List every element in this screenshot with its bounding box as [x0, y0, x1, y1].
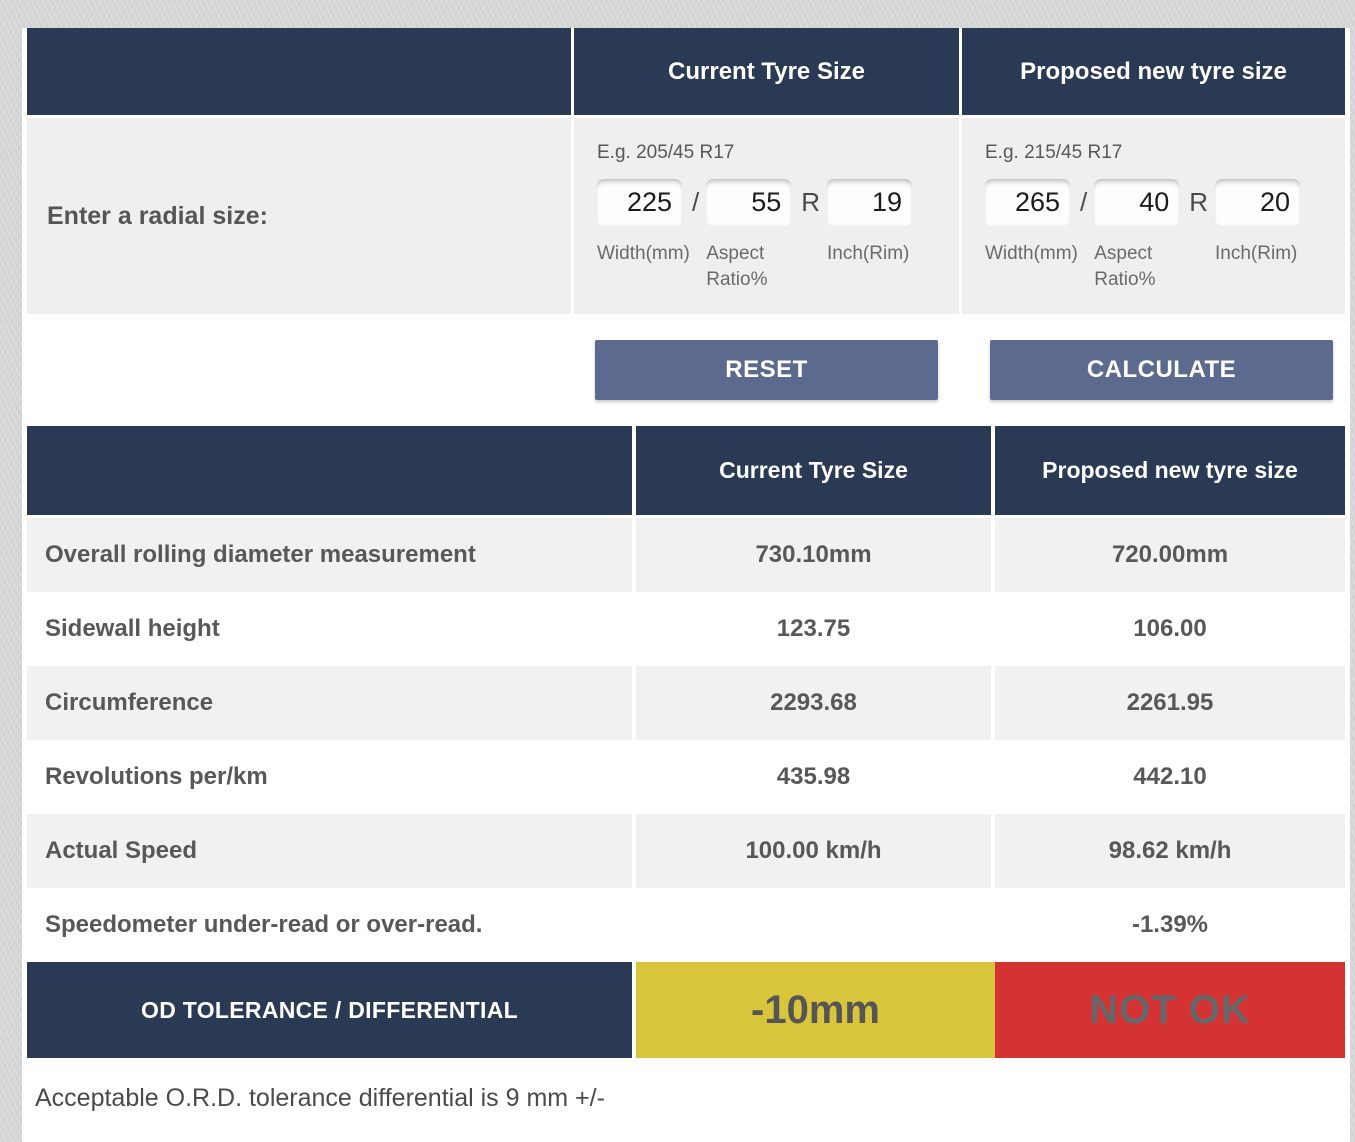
current-tyre-input-cell	[574, 118, 959, 314]
current-aspect-label: Aspect Ratio%	[706, 243, 768, 290]
od-tolerance-label: OD TOLERANCE / DIFFERENTIAL	[27, 962, 632, 1058]
proposed-rim-input[interactable]	[1215, 179, 1300, 226]
input-table-body	[27, 118, 1345, 314]
row-current-value: 100.00 km/h	[636, 814, 991, 888]
proposed-input-row	[985, 179, 1345, 292]
table-row	[27, 814, 1345, 888]
table-row	[27, 666, 1345, 740]
table-row	[27, 740, 1345, 814]
reset-button[interactable]: RESET	[595, 340, 938, 400]
od-differential-value: -10mm	[636, 962, 995, 1058]
calculate-button[interactable]: CALCULATE	[990, 340, 1333, 400]
row-current-value: 123.75	[636, 592, 991, 666]
row-proposed-value: 442.10	[995, 740, 1345, 814]
current-width-input[interactable]	[597, 179, 682, 226]
current-example-text: E.g. 205/45 R17	[597, 142, 735, 163]
input-header-current: Current Tyre Size	[574, 28, 959, 115]
proposed-example-text: E.g. 215/45 R17	[985, 142, 1123, 163]
row-current-value	[636, 888, 991, 962]
current-aspect-input[interactable]	[706, 179, 791, 226]
proposed-aspect-label: Aspect Ratio%	[1094, 243, 1156, 290]
tyre-calculator-card	[22, 28, 1350, 1142]
radial-size-label-cell	[27, 118, 571, 314]
row-label: Revolutions per/km	[27, 740, 632, 814]
proposed-width-label: Width(mm)	[985, 243, 1078, 264]
row-proposed-value: 106.00	[995, 592, 1345, 666]
results-header-spacer	[27, 426, 632, 515]
proposed-rim-label: Inch(Rim)	[1215, 243, 1298, 264]
od-status-badge: NOT OK	[995, 962, 1345, 1058]
row-proposed-value: 720.00mm	[995, 518, 1345, 592]
od-tolerance-row	[27, 962, 1345, 1058]
action-buttons-row	[27, 340, 1345, 400]
row-proposed-value: -1.39%	[995, 888, 1345, 962]
input-table-header	[27, 28, 1345, 115]
current-aspect-field-group	[706, 179, 794, 292]
proposed-aspect-field-group	[1094, 179, 1182, 292]
row-label: Circumference	[27, 666, 632, 740]
row-label: Actual Speed	[27, 814, 632, 888]
results-header-proposed: Proposed new tyre size	[995, 426, 1345, 515]
table-row	[27, 518, 1345, 592]
row-label: Speedometer under-read or over-read.	[27, 888, 632, 962]
input-header-spacer	[27, 28, 571, 115]
row-proposed-value: 98.62 km/h	[995, 814, 1345, 888]
current-width-label: Width(mm)	[597, 243, 690, 264]
current-rim-input[interactable]	[827, 179, 912, 226]
reset-button-wrap	[595, 340, 938, 400]
current-rim-label: Inch(Rim)	[827, 243, 910, 264]
buttons-spacer	[27, 340, 571, 400]
row-label: Overall rolling diameter measurement	[27, 518, 632, 592]
row-label: Sidewall height	[27, 592, 632, 666]
proposed-r-separator: R	[1189, 187, 1209, 217]
row-current-value: 730.10mm	[636, 518, 991, 592]
results-header-current: Current Tyre Size	[636, 426, 991, 515]
row-current-value: 435.98	[636, 740, 991, 814]
current-slash-separator: /	[692, 187, 700, 217]
calculate-button-wrap	[990, 340, 1333, 400]
proposed-width-field-group	[985, 179, 1078, 267]
results-table-header	[27, 426, 1345, 515]
proposed-slash-separator: /	[1080, 187, 1088, 217]
proposed-rim-field-group	[1215, 179, 1300, 267]
current-width-field-group	[597, 179, 690, 267]
current-r-separator: R	[801, 187, 821, 217]
table-row	[27, 888, 1345, 962]
table-row	[27, 592, 1345, 666]
row-current-value: 2293.68	[636, 666, 991, 740]
tolerance-note: Acceptable O.R.D. tolerance differential is 9 mm +/-	[35, 1084, 605, 1112]
proposed-aspect-input[interactable]	[1094, 179, 1179, 226]
proposed-tyre-input-cell	[962, 118, 1345, 314]
current-input-row	[597, 179, 959, 292]
row-proposed-value: 2261.95	[995, 666, 1345, 740]
input-header-proposed: Proposed new tyre size	[962, 28, 1345, 115]
current-rim-field-group	[827, 179, 912, 267]
proposed-width-input[interactable]	[985, 179, 1070, 226]
radial-size-label: Enter a radial size:	[47, 201, 268, 230]
